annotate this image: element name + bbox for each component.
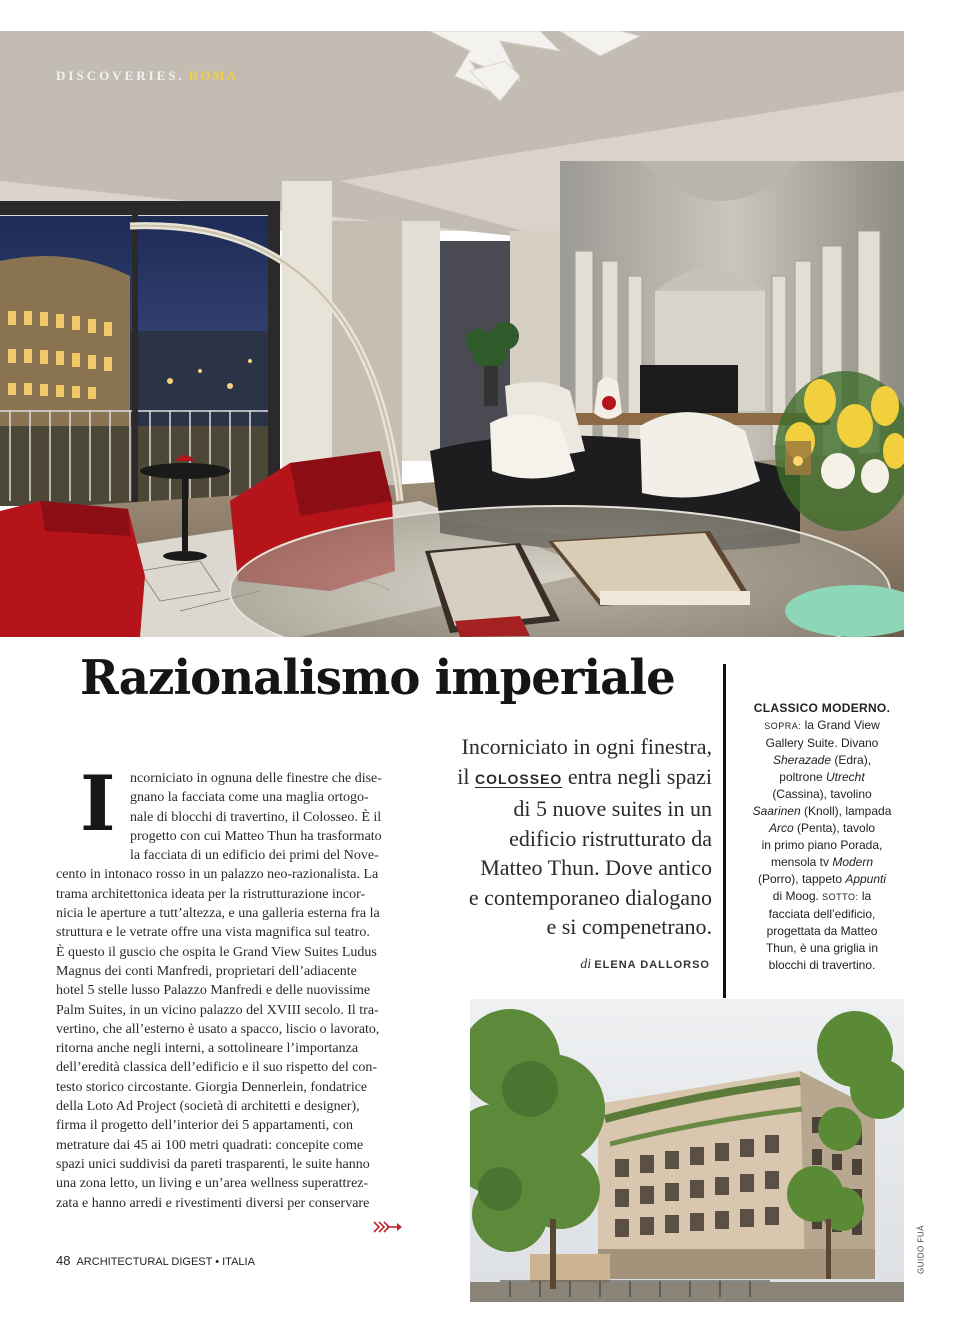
continue-arrow-icon[interactable]	[373, 1220, 403, 1234]
body-line: spazi unici suddivisi da pareti trasparenti, le suite hanno	[56, 1156, 370, 1172]
hero-photo-suite-interior	[0, 31, 904, 637]
body-line: ritorna anche negli interni, a sottolineare l’importanza	[56, 1041, 359, 1057]
body-line: testo storico circostante. Giorgia Dennerlein, fondatrice	[56, 1079, 368, 1095]
body-line: nale di blocchi di travertino, il Colosseo. È il	[130, 809, 382, 825]
deck-line: Matteo Thun. Dove antico	[480, 855, 712, 880]
photo-credit	[914, 1215, 928, 1295]
caption-line: SOPRA: la Grand View	[764, 718, 880, 732]
caption-line: (Porro), tappeto Appunti	[757, 872, 887, 886]
deck-line	[424, 762, 712, 795]
deck-line: Incorniciato in ogni finestra,	[461, 734, 712, 759]
body-line: trama architettonica ideata per la ristrutturazione incor-	[56, 886, 366, 902]
magazine-name: ARCHITECTURAL DIGEST • ITALIA	[76, 1256, 255, 1268]
article-headline: Razionalismo imperiale	[80, 650, 675, 706]
column-divider	[723, 664, 726, 998]
drop-cap: I	[80, 759, 116, 848]
body-line: progetto con cui Matteo Thun ha trasformato	[130, 828, 382, 844]
caption-line: (Cassina), tavolino	[772, 787, 872, 801]
caption-line: di Moog. SOTTO: la	[772, 889, 872, 903]
deck-line: e si compenetrano.	[546, 914, 712, 939]
byline-prefix: di	[580, 957, 592, 972]
caption-line: in primo piano Porada,	[761, 838, 883, 852]
body-line: gnano la facciata come una maglia ortogo-	[130, 790, 369, 806]
deck-keyword: COLOSSEO	[474, 770, 563, 787]
caption-line: progettata da Matteo	[766, 924, 878, 938]
body-line: una zona letto, un living e un’area wellness superattrez-	[56, 1176, 369, 1192]
article-standfirst	[424, 732, 712, 942]
caption-line: poltrone Utrecht	[779, 770, 865, 784]
page-footer	[56, 1253, 255, 1268]
caption-line: Saarinen (Knoll), lampada	[752, 804, 892, 818]
caption-title: CLASSICO MODERNO.	[753, 701, 891, 715]
byline-author: ELENA DALLORSO	[594, 959, 710, 971]
caption-line: Sherazade (Edra),	[772, 753, 872, 767]
caption-line: blocchi di travertino.	[768, 958, 876, 972]
byline	[520, 956, 710, 973]
body-line: zata e hanno arredi e rivestimenti diversi per conservare	[56, 1195, 370, 1211]
body-line: struttura e le vetrate offre una vista magnifica sul teatro.	[56, 925, 370, 941]
deck-text: il	[457, 763, 470, 789]
deck-line: edificio ristrutturato da	[509, 825, 712, 851]
caption-direction-above: SOPRA:	[764, 721, 802, 731]
article-body	[56, 759, 408, 1213]
kicker-section: DISCOVERIES.	[56, 68, 185, 83]
body-line: Magnus dei conti Manfredi, proprietari dell’adiacente	[56, 963, 357, 979]
kicker-city: ROMA	[188, 68, 239, 83]
section-kicker	[56, 68, 238, 84]
caption-line: facciata dell’edificio,	[768, 907, 876, 921]
deck-line: di 5 nuove suites in un	[513, 796, 712, 821]
caption-line: Thun, è una griglia in	[765, 941, 879, 955]
caption-line: Gallery Suite. Divano	[765, 736, 879, 750]
body-line: ncorniciato in ognuna delle finestre che dise-	[130, 771, 382, 786]
body-line: È questo il guscio che ospita le Grand View Suites Ludus	[56, 944, 377, 960]
building-facade-photo	[470, 999, 904, 1302]
page-number: 48	[56, 1253, 71, 1268]
body-line: cento in intonaco rosso in un palazzo neo-razionalista. La	[56, 867, 379, 883]
body-line: vertino, che all’esterno è usato a spacco, liscio o lavorato,	[56, 1021, 380, 1037]
caption-line: mensola tv Modern	[770, 855, 874, 869]
body-line: firma il progetto dell’interior dei 5 appartamenti, con	[56, 1118, 354, 1134]
caption-line: Arco (Penta), tavolo	[768, 821, 876, 835]
photo-credit-text: GUIDO FUÀ	[916, 1225, 926, 1274]
body-line: Palm Suites, in un vicino palazzo del XVIII secolo. Il tra-	[56, 1002, 379, 1018]
deck-line: e contemporaneo dialogano	[468, 884, 712, 910]
body-line: nicia le aperture a tutt’altezza, e una galleria esterna fra la	[56, 906, 380, 922]
caption-direction-below: SOTTO:	[822, 892, 859, 902]
photo-caption	[738, 700, 906, 974]
body-line: metrature dai 45 ai 100 metri quadrati: concepite come	[56, 1137, 364, 1153]
body-line: hotel 5 stelle lusso Palazzo Manfredi e delle nuovissime	[56, 983, 371, 999]
body-line: la facciata di un edificio dei primi del Nove-	[130, 848, 379, 864]
deck-text: entra negli spazi	[567, 763, 712, 789]
body-line: della Loto Ad Project (società di architetti e designer),	[56, 1099, 360, 1115]
body-line: dell’eredità classica dell’edificio e il suo rispetto del con-	[56, 1060, 378, 1076]
